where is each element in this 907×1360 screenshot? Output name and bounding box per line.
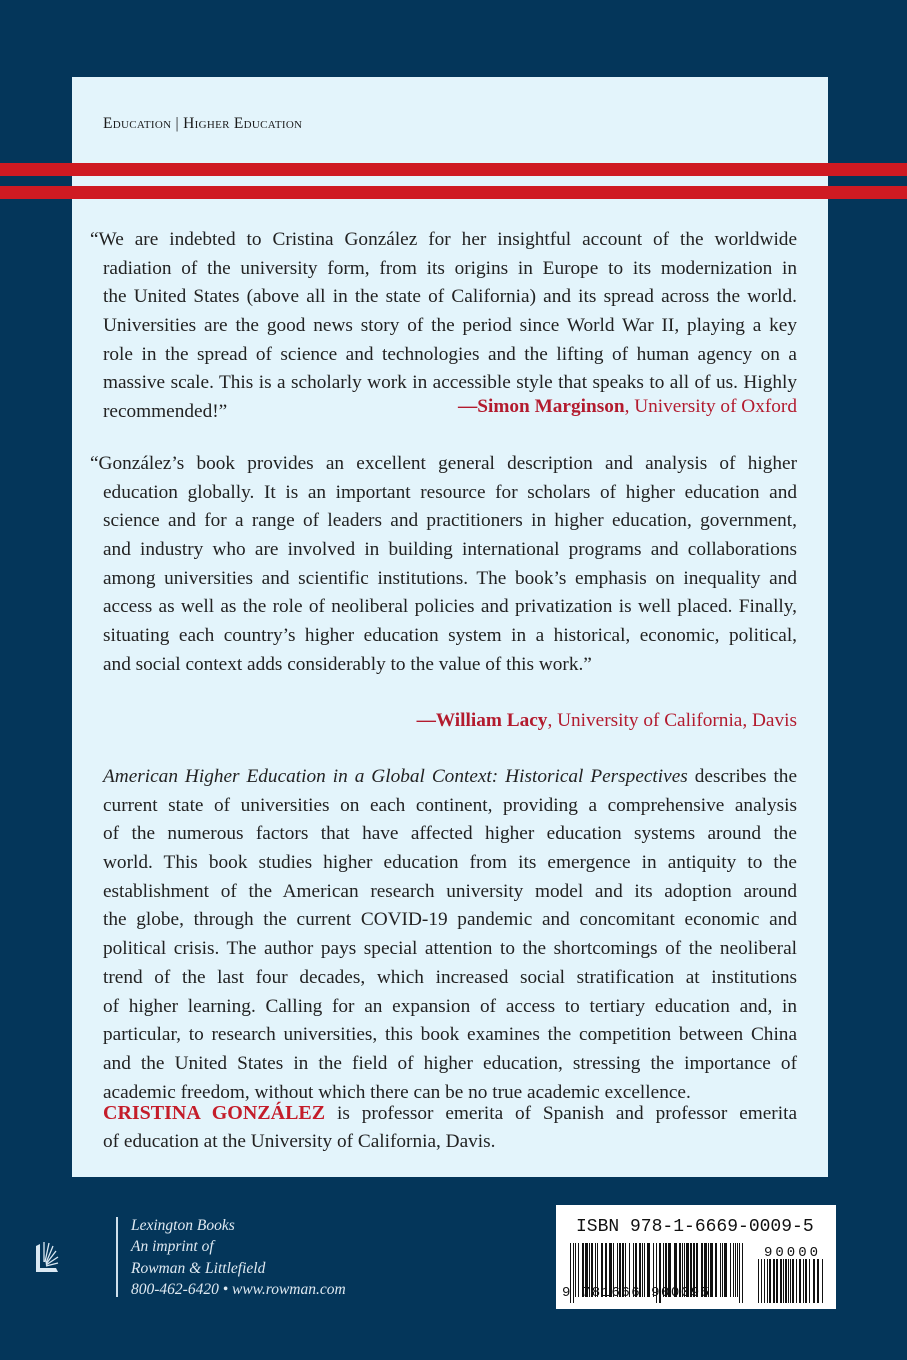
barcode-bar <box>724 1243 727 1297</box>
quote-attribution <box>417 707 797 736</box>
text-line <box>103 763 797 792</box>
quote-attribution <box>458 393 797 422</box>
book-title: American Higher Education in a Global Context: Historical Perspectives <box>103 766 688 787</box>
publisher-name: Lexington Books <box>131 1217 235 1234</box>
attribution-name: —William Lacy <box>416 710 548 731</box>
barcode-bar <box>769 1259 771 1303</box>
text-line: education globally. It is an important resource for scholars of higher education and <box>103 481 797 503</box>
barcode-bar <box>773 1259 775 1303</box>
red-stripe <box>0 163 907 176</box>
barcode-bar <box>735 1243 736 1297</box>
author-bio-text: of education at the University of California, Davis. <box>103 1130 496 1152</box>
text-line: “We are indebted to Cristina González for her insightful account of the worldwide <box>90 229 797 250</box>
barcode-bar <box>796 1259 797 1303</box>
imprint-of: An imprint of <box>131 1238 214 1256</box>
text-line: access as well as the role of neoliberal policies and privatization is well placed. Finally, <box>103 596 797 618</box>
text-line: describes the <box>687 766 798 787</box>
publisher-contact: 800-462-6420 • www.rowman.com <box>131 1280 346 1298</box>
publisher-info <box>131 1215 346 1300</box>
attribution-affiliation: , University of California, Davis <box>547 710 797 731</box>
barcode-bar <box>783 1259 784 1303</box>
text-line: political crisis. The author pays special attention to the shortcomings of the neoliberal <box>103 938 797 960</box>
barcode-bar <box>817 1259 819 1303</box>
barcode-bar <box>788 1259 789 1303</box>
barcode-bar <box>799 1259 801 1303</box>
barcode-bar <box>780 1259 782 1303</box>
text-line: academic freedom, without which there can be no true academic excellence. <box>103 1081 691 1103</box>
price-code: 90000 <box>764 1245 822 1261</box>
barcode-bar <box>764 1259 765 1303</box>
barcode-bar <box>730 1243 731 1297</box>
text-line: among universities and scientific institutions. The book’s emphasis on inequality and <box>103 567 797 589</box>
text-line: Universities are the good news story of the period since World War II, playing a key <box>103 315 797 337</box>
book-description <box>103 763 797 1107</box>
barcode-bar <box>785 1259 787 1303</box>
text-line: “González’s book provides an excellent general description and analysis of higher <box>90 453 797 474</box>
text-line: of higher learning. Calling for an expansion of access to tertiary education and, in <box>103 995 797 1017</box>
barcode-bar <box>822 1259 823 1303</box>
attribution-name: —Simon Marginson <box>457 396 625 417</box>
red-stripe <box>0 186 907 199</box>
author-name: CRISTINA GONZÁLEZ <box>103 1102 326 1124</box>
text-line: world. This book studies higher education from its emergence in antiquity to the <box>103 852 797 874</box>
text-line: the United States (above all in the state of California) and its spread across the world. <box>103 286 797 308</box>
text-line: role in the spread of science and technologies and the lifting of human agency on a <box>103 343 797 365</box>
lexington-logo-icon <box>36 1238 62 1274</box>
text-line: particular, to research universities, this book examines the competition between China <box>103 1024 797 1046</box>
barcode-bar <box>758 1259 759 1303</box>
text-line: situating each country’s higher education system in a historical, economic, political, <box>103 625 797 647</box>
text-line: establishment of the American research university model and its adoption around <box>103 880 797 902</box>
attribution-affiliation: , University of Oxford <box>624 396 797 417</box>
barcode-bar <box>742 1243 743 1303</box>
text-line: and industry who are involved in building international programs and collaborations <box>103 539 797 561</box>
barcode-bar <box>715 1243 717 1297</box>
text-line: radiation of the university form, from its origins in Europe to its modernization in <box>103 257 797 279</box>
category-label: Education | Higher Education <box>103 115 303 132</box>
barcode-bar <box>805 1259 807 1303</box>
text-line: trend of the last four decades, which increased social stratification at institutions <box>103 966 797 988</box>
barcode-bar <box>761 1259 762 1303</box>
barcode-bar <box>733 1243 734 1297</box>
text-line: and social context adds considerably to the value of this work.” <box>103 653 592 675</box>
text-line: and the United States in the field of higher education, stressing the importance of <box>103 1052 797 1074</box>
barcode-bar <box>739 1243 740 1303</box>
text-line: current state of universities on each continent, providing a comprehensive analysis <box>103 794 797 816</box>
barcode-bar <box>737 1243 738 1297</box>
barcode-bar <box>790 1259 791 1303</box>
text-line: of the numerous factors that have affected higher education systems around the <box>103 823 797 845</box>
ean-number: 9 781666 900095 <box>562 1285 711 1301</box>
text-line: massive scale. This is a scholarly work in accessible style that speaks to all of us. Highly <box>103 372 797 394</box>
divider <box>116 1217 118 1297</box>
barcode-bar <box>720 1243 721 1297</box>
barcode-bar <box>767 1259 768 1303</box>
barcode-bar <box>813 1259 815 1303</box>
author-bio <box>103 1099 797 1156</box>
parent-publisher: Rowman & Littlefield <box>131 1259 266 1277</box>
text-line: the globe, through the current COVID-19 pandemic and concomitant economic and <box>103 909 797 931</box>
barcode-bar <box>776 1259 778 1303</box>
isbn-text: ISBN 978-1-6669-0009-5 <box>576 1217 814 1237</box>
barcode-bar <box>809 1259 810 1303</box>
barcode-bar <box>722 1243 723 1297</box>
barcode-bar <box>803 1259 804 1303</box>
author-bio-text: is professor emerita of Spanish and professor emerita <box>325 1103 797 1124</box>
text-line: science and for a range of leaders and practitioners in higher education, government, <box>103 510 797 532</box>
barcode-bar <box>792 1259 794 1303</box>
text-line: recommended!” <box>103 401 228 423</box>
quote-lacy <box>90 450 797 680</box>
barcode-label <box>556 1205 836 1309</box>
